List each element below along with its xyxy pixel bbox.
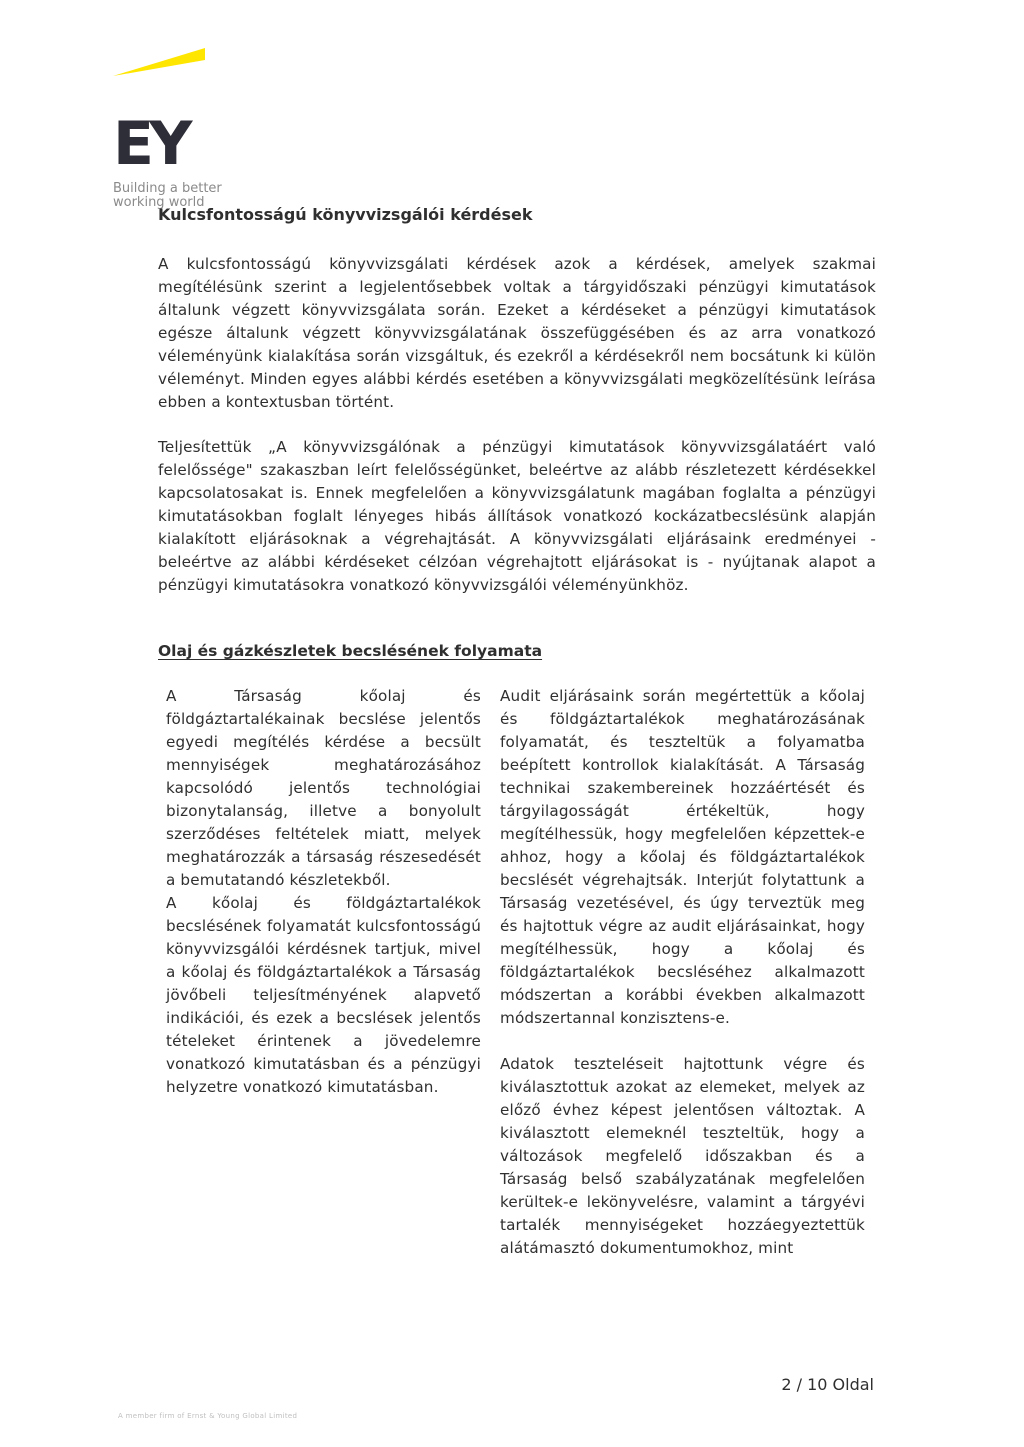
tagline-line-1: Building a better <box>113 181 222 196</box>
audit-response <box>500 685 865 1260</box>
ey-logo-letters: EY <box>113 109 188 179</box>
intro-paragraph: A kulcsfontosságú könyvvizsgálati kérdések azok a kérdések, amelyek szakmai megítélésünk szerint a legjelentősebbek voltak a tárgyidőszaki pénzügyi kimutatások általunk végzett könyvvizsgálata során. Ezeket a kérdéseket a pénzügyi kimutatások egésze általunk végzett könyvvizsgálatának összefüggésében és az arra vonatkozó véleményünk kialakítása során vizsgáltuk, és ezekről a kérdésekről nem bocsátunk ki külön véleményt. Minden egyes alábbi kérdés esetében a könyvvizsgálati megközelítésünk leírása ebben a kontextusban történt. <box>158 255 876 411</box>
audit-response-paragraph-1: Audit eljárásaink során megértettük a kőolaj és földgáztartalékok meghatározásának folyamatát, és teszteltük a folyamatba beépített kontrollok kialakítását. A Társaság technikai szakembereinek hozzáértését és tárgyilagosságát értékeltük, hogy megítélhessük, hogy megfelelően képzettek-e ahhoz, hogy a kőolaj és földgáztartalékok becslését végrehajtsák. Interjút folytattunk a Társaság vezetésével, és úgy terveztük meg és hajtottuk végre az audit eljárásainkat, hogy megítélhessük, hogy a kőolaj és földgáztartalékok becsléséhez alkalmazott módszertan a korábbi években alkalmazott módszertannal konzisztens-e. <box>500 687 865 1027</box>
footer-legal-text: A member firm of Ernst & Young Global Limited <box>118 1412 298 1420</box>
matter-description-paragraph-1: A Társaság kőolaj és földgáztartalékainak becslése jelentős egyedi megítélés kérdése a becsült mennyiségek meghatározásához kapcsolódó jelentős technológiai bizonytalanság, illetve a bonyolult szerződéses feltételek miatt, melyek meghatározzák a társaság részesedését a bemutatandó készletekből. <box>166 687 481 889</box>
tagline-line-2: working world <box>113 195 205 210</box>
responsibility-paragraph: Teljesítettük „A könyvvizsgálónak a pénzügyi kimutatások könyvvizsgálatáért való felelőssége" szakaszban leírt felelősségünket, beleértve az alább részletezett kérdésekkel kapcsolatosakat is. Ennek megfelelően a könyvvizsgálatunk magában foglalta a pénzügyi kimutatásokban foglalt lényeges hibás állítások vonatkozó kockázatbecslésünk alapján kialakított eljárásoknak a végrehajtását. A könyvvizsgálati eljárásaink eredményei - beleértve az alábbi kérdéseket célzóan végrehajtott eljárásokat is - nyújtanak alapot a pénzügyi kimutatásokra vonatkozó könyvvizsgálói véleményünkhöz. <box>158 438 876 594</box>
section-heading: Kulcsfontosságú könyvvizsgálói kérdések <box>158 205 533 224</box>
matter-description-paragraph-2: A kőolaj és földgáztartalékok becslésének folyamatát kulcsfontosságú könyvvizsgálói kérdésnek tartjuk, mivel a kőolaj és földgáztartalékok a Társaság jövőbeli teljesítményének alapvető indikációi, és ezek a becslések jelentős tételeket érintenek a jövedelemre vonatkozó kimutatásban és a pénzügyi helyzetre vonatkozó kimutatásban. <box>166 894 481 1096</box>
key-audit-matter-description <box>166 685 481 1099</box>
audit-response-paragraph-2: Adatok teszteléseit hajtottunk végre és kiválasztottuk azokat az elemeket, melyek az előző évhez képest jelentősen változtak. A kiválasztott elemeknél teszteltük, hogy a változások megfelelő időszakban és a Társaság belső szabályzatának megfelelően kerültek-e lekönyvelésre, valamint a tárgyévi tartalék mennyiségeket hozzáegyeztettük alátámasztó dokumentumokhoz, mint <box>500 1055 865 1257</box>
ey-logo <box>113 44 253 210</box>
page-number: 2 / 10 Oldal <box>781 1375 874 1394</box>
ey-beam-icon <box>113 44 213 84</box>
key-audit-matter-title: Olaj és gázkészletek becslésének folyamata <box>158 642 543 660</box>
